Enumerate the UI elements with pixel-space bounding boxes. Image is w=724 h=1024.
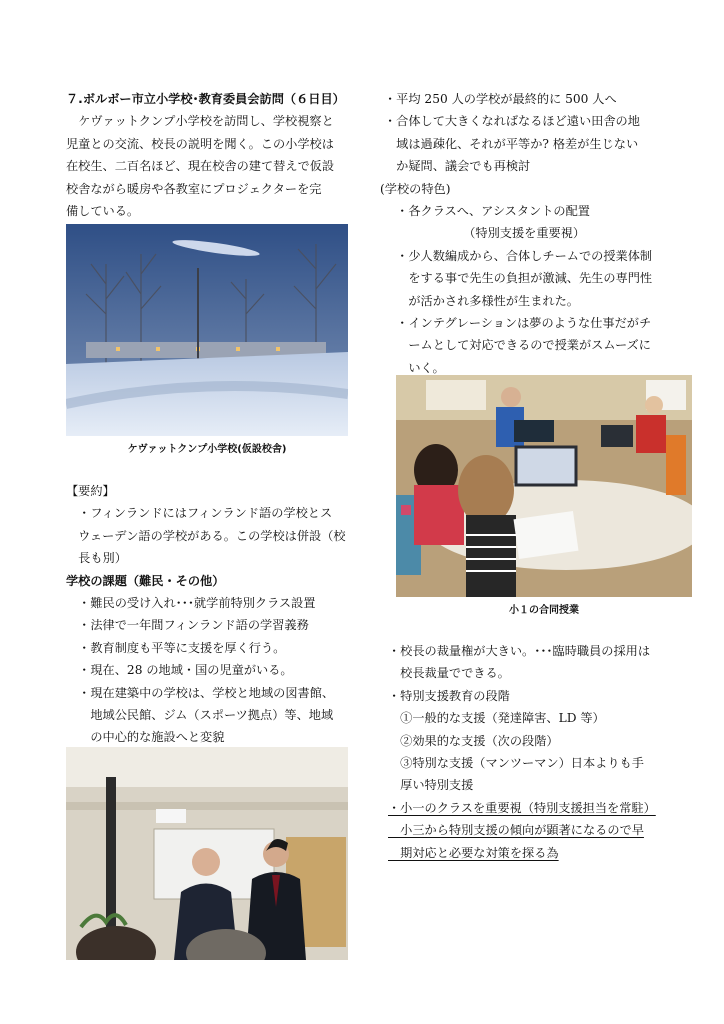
summary-line: ウェーデン語の学校がある。この学校は併設（校 bbox=[66, 528, 346, 543]
underlined-line: ・小一のクラスを重要視（特別支援担当を常駐） bbox=[388, 800, 656, 815]
issue-item: 地域公民館、ジム（スポーツ拠点）等、地域 bbox=[66, 708, 334, 723]
intro-line: 備している。 bbox=[66, 204, 140, 219]
right-column bbox=[380, 88, 664, 379]
feature-line: いく。 bbox=[384, 360, 445, 375]
intro-line: 在校生、二百名ほど、現在校舎の建て替えで仮設 bbox=[66, 159, 335, 174]
classroom-photo bbox=[396, 375, 692, 597]
right-bottom-line: 校長裁量でできる。 bbox=[388, 666, 510, 681]
right-bottom-line: ③特別な支援（マンツーマン）日本よりも手 bbox=[388, 756, 644, 771]
school-exterior-photo bbox=[66, 224, 348, 436]
issue-item: ・教育制度も平等に支援を厚く行う。 bbox=[66, 640, 286, 655]
issue-item: ・現在建築中の学校は、学校と地域の図書館、 bbox=[66, 685, 335, 700]
intro-line: ケヴァットクンプ小学校を訪問し、学校視察と bbox=[66, 114, 334, 129]
issue-item: ・難民の受け入れ･･･就学前特別クラス設置 bbox=[66, 596, 316, 611]
underlined-line: 小三から特別支援の傾向が顕著になるので早 bbox=[388, 823, 644, 838]
underlined-line: 期対応と必要な対策を探る為 bbox=[388, 845, 559, 860]
issue-item: の中心的な施設へと変貌 bbox=[66, 730, 225, 745]
right-bottom-line: ・校長の裁量権が大きい。･･･臨時職員の採用は bbox=[388, 644, 651, 658]
right-bottom-line: ①一般的な支援（発達障害、LD 等） bbox=[388, 711, 605, 726]
feature-line: ・各クラスへ、アシスタントの配置 bbox=[384, 204, 590, 219]
feature-line: （特別支援を重要視） bbox=[384, 226, 586, 241]
feature-line: ームとして対応できるので授業がスムーズに bbox=[384, 338, 651, 353]
photo2-caption: 小１の合同授業 bbox=[509, 605, 579, 616]
photo1-caption: ケヴァットクンプ小学校(仮設校舎) bbox=[127, 444, 287, 455]
intro-paragraph bbox=[66, 110, 350, 222]
right-bottom-line: ②効果的な支援（次の段階） bbox=[388, 733, 559, 748]
right-top-line: ・平均 250 人の学校が最終的に 500 人へ bbox=[384, 92, 617, 106]
feature-line: ・少人数編成から、合体しチームでの授業体制 bbox=[384, 248, 653, 263]
right-top-line: ・合体して大きくなればなるほど遠い田舎の地 bbox=[384, 114, 640, 129]
issue-item: ・法律で一年間フィンランド語の学習義務 bbox=[66, 618, 309, 633]
right-top-line: か疑問、議会でも再検討 bbox=[384, 159, 531, 174]
summary-line: 長も別） bbox=[66, 551, 127, 566]
right-bottom-line: 厚い特別支援 bbox=[388, 778, 474, 793]
feature-line: をする事で先生の負担が激減、先生の専門性 bbox=[384, 271, 653, 286]
right-top-line: 域は過疎化、それが平等か? 格差が生じない bbox=[384, 136, 639, 151]
right-bottom-section bbox=[388, 640, 688, 864]
issues-title: 学校の課題（難民・その他） bbox=[66, 573, 225, 588]
summary-section bbox=[66, 480, 350, 749]
meeting-photo bbox=[66, 747, 348, 960]
feature-line: が活かされ多様性が生まれた。 bbox=[384, 293, 579, 308]
right-bottom-line: ・特別支援教育の段階 bbox=[388, 688, 510, 703]
section-title: ７.ボルボー市立小学校･教育委員会訪問（６日目） bbox=[66, 92, 345, 106]
intro-line: 児童との交流、校長の説明を聞く。この小学校は bbox=[66, 136, 334, 151]
issue-item: ・現在、28 の地域・国の児童がいる。 bbox=[66, 663, 293, 678]
feature-line: ・インテグレーションは夢のような仕事だがチ bbox=[384, 316, 652, 331]
summary-label: 【要約】 bbox=[66, 484, 115, 498]
left-column bbox=[66, 88, 350, 222]
intro-line: 校舎ながら暖房や各教室にプロジェクターを完 bbox=[66, 181, 322, 196]
summary-line: ・フィンランドにはフィンランド語の学校とス bbox=[66, 506, 333, 521]
features-label: (学校の特色) bbox=[380, 181, 451, 196]
